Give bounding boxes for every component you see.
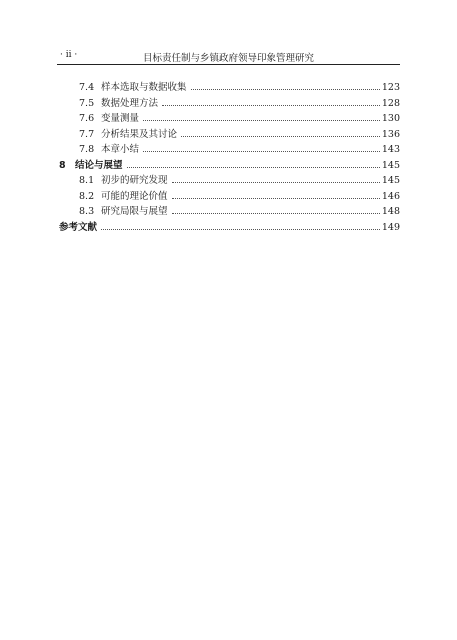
chapter-number: 8: [59, 159, 66, 171]
section-number: 7.7: [79, 128, 95, 140]
table-of-contents: [57, 79, 400, 234]
dot-leader: [172, 213, 380, 214]
page-ref: 145: [381, 159, 400, 171]
section-title: 样本选取与数据收集: [101, 82, 187, 93]
section-title: 可能的理论价值: [101, 190, 168, 202]
section-number: 7.4: [79, 82, 95, 93]
section-title: 变量测量: [101, 113, 140, 124]
dot-leader: [162, 105, 380, 106]
section-number: 8.1: [79, 175, 95, 186]
toc-entry[interactable]: [57, 126, 400, 142]
page-ref: 128: [381, 97, 400, 109]
section-title: 研究局限与展望: [101, 206, 168, 217]
running-header: [57, 46, 400, 62]
page-ref: 145: [381, 175, 400, 186]
section-title: 分析结果及其讨论: [101, 128, 178, 140]
toc-chapter-entry[interactable]: [57, 157, 400, 173]
section-number: 8.3: [79, 206, 95, 217]
running-title: 目标责任制与乡镇政府领导印象管理研究: [142, 53, 314, 64]
toc-references-entry[interactable]: [57, 219, 400, 235]
page-ref: 143: [381, 144, 400, 155]
dot-leader: [143, 120, 380, 121]
toc-entry[interactable]: [57, 172, 400, 188]
page-ref: 146: [381, 190, 400, 202]
section-title: 数据处理方法: [101, 97, 159, 109]
dot-leader: [172, 198, 380, 199]
toc-entry[interactable]: [57, 79, 400, 95]
dot-leader: [143, 151, 380, 152]
page-ref: 148: [381, 206, 400, 217]
page-ref: 149: [381, 221, 400, 233]
section-number: 7.8: [79, 144, 95, 155]
dot-leader: [101, 229, 380, 230]
section-number: 7.6: [79, 113, 95, 124]
toc-entry[interactable]: [57, 110, 400, 126]
dot-leader: [181, 136, 380, 137]
toc-entry[interactable]: [57, 141, 400, 157]
toc-entry[interactable]: [57, 203, 400, 219]
dot-leader: [172, 182, 380, 183]
dot-leader: [127, 167, 380, 168]
toc-entry[interactable]: [57, 188, 400, 204]
page-ref: 136: [381, 128, 400, 140]
section-title: 本章小结: [101, 144, 140, 155]
references-title: 参考文献: [59, 221, 98, 233]
header-rule: [57, 64, 400, 65]
page-number: · ii ·: [60, 50, 78, 60]
dot-leader: [191, 89, 380, 90]
toc-entry[interactable]: [57, 95, 400, 111]
section-number: 8.2: [79, 190, 95, 202]
page-ref: 130: [381, 113, 400, 124]
section-title: 初步的研究发现: [101, 175, 168, 186]
section-number: 7.5: [79, 97, 95, 109]
chapter-title: 结论与展望: [75, 159, 123, 171]
page-ref: 123: [381, 82, 400, 93]
